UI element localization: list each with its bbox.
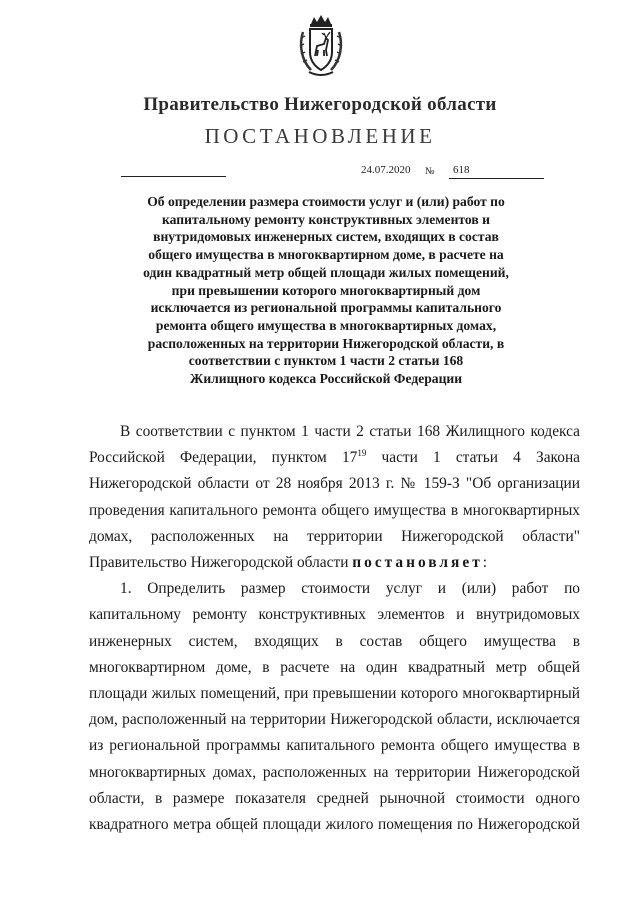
title-line: исключается из региональной программы капитального <box>150 300 502 316</box>
body-line: многоквартирных домах, расположенных на территории Нижегородской <box>89 763 580 781</box>
body-line <box>89 445 580 471</box>
preamble <box>89 419 580 576</box>
title-line: один квадратный метр общей площади жилых помещений, <box>143 264 509 280</box>
body-line: Нижегородской области от 28 ноября 2013 г. № 159-З "Об организации <box>89 475 580 493</box>
body-line: дом, расположенный на территории Нижегородской области, исключается <box>89 711 580 729</box>
body-line: домах, расположенных на территории Нижегородской области" <box>89 527 580 545</box>
body-text: : <box>482 554 488 572</box>
body-line: капитальному ремонту конструктивных элементов и внутридомовых <box>89 606 580 624</box>
body-line: области, в размере показателя средней рыночной стоимости одного <box>89 789 580 807</box>
body-line: многоквартирном доме, в расчете на один квадратный метр общей <box>89 658 580 676</box>
body-line <box>89 550 580 576</box>
document-type: ПОСТАНОВЛЕНИЕ <box>204 124 436 148</box>
body-line: площади жилых помещений, при превышении которого многоквартирный <box>89 685 580 703</box>
coat-of-arms-icon <box>297 14 345 78</box>
document-date: 24.07.2020 <box>361 164 411 176</box>
body-line: инженерных систем, входящих в состав общего имущества в <box>89 632 580 650</box>
body-line: квадратного метра общей площади жилого помещения по Нижегородской <box>89 816 580 834</box>
document-title <box>120 193 532 388</box>
number-underline <box>449 178 544 179</box>
blank-line-left <box>121 176 226 177</box>
title-line: Жилищного кодекса Российской Федерации <box>189 371 463 387</box>
title-line: внутридомовых инженерных систем, входящих в состав <box>153 229 499 245</box>
title-line: расположенных на территории Нижегородской области, в <box>147 335 505 351</box>
title-line: общего имущества в многоквартирном доме, в расчете на <box>148 247 504 263</box>
body-line: В соответствии с пунктом 1 части 2 статьи 168 Жилищного кодекса <box>120 423 580 440</box>
document-body <box>89 419 580 838</box>
body-text: Правительство Нижегородской области <box>89 554 353 572</box>
title-line: ремонта общего имущества в многоквартирных домах, <box>155 317 497 333</box>
title-line: при превышении которого многоквартирный дом <box>171 282 481 298</box>
item-1 <box>89 576 580 838</box>
government-name: Правительство Нижегородской области <box>143 94 497 115</box>
body-line: из региональной программы капитального ремонта общего имущества в <box>89 737 580 755</box>
title-line: соответствии с пунктом 1 части 2 статьи 168 <box>188 353 464 369</box>
body-line: проведения капитального ремонта общего имущества в многоквартирных <box>89 501 580 519</box>
body-line: 1. Определить размер стоимости услуг и (или) работ по <box>120 580 580 598</box>
resolves-word: постановляет <box>352 554 483 572</box>
superscript: 19 <box>357 448 367 459</box>
document-number: 618 <box>453 164 470 176</box>
body-text: части 1 статьи 4 Закона <box>366 449 581 467</box>
number-label: № <box>425 166 435 177</box>
title-line: капитальному ремонту конструктивных элементов и <box>162 211 490 227</box>
body-text: Российской Федерации, пунктом 17 <box>89 449 358 467</box>
title-line: Об определении размера стоимости услуг и (или) работ по <box>147 194 505 209</box>
